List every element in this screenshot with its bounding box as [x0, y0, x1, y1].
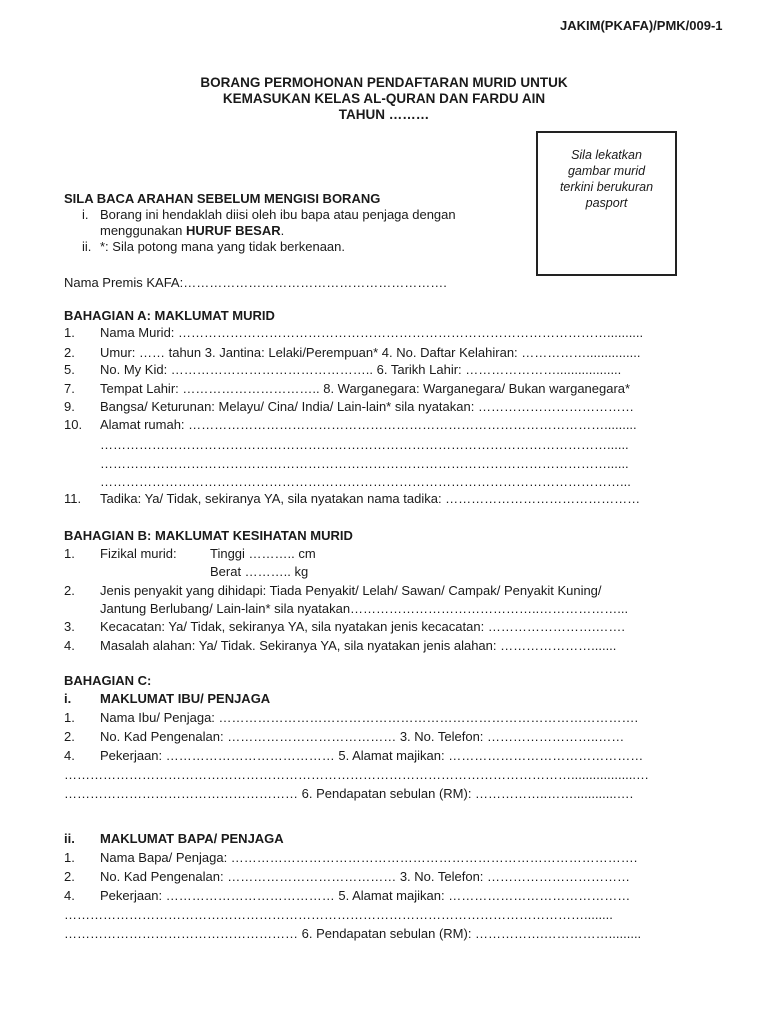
alamat-line-2[interactable]: ………………………………………………………………………………………………………......: [100, 437, 629, 452]
section-a-heading: BAHAGIAN A: MAKLUMAT MURID: [64, 308, 275, 323]
bapa-pendapatan-field[interactable]: ……………………………………………… 6. Pendapatan sebulan (RM): …………….…………….........: [64, 926, 642, 941]
row-num: 4.: [64, 638, 75, 653]
berat-field[interactable]: Berat ……….. kg: [210, 564, 309, 579]
instruction-i-text-pre: menggunakan: [100, 223, 187, 238]
umur-jantina-field[interactable]: Umur: …… tahun 3. Jantina: Lelaki/Perempuan* 4. No. Daftar Kelahiran: ……………...............: [100, 345, 641, 360]
alahan-field[interactable]: Masalah alahan: Ya/ Tidak. Sekiranya YA, sila nyatakan jenis alahan: ………………….......: [100, 638, 617, 653]
photo-box-text-3: terkini berukuran: [559, 180, 654, 194]
row-num: 11.: [64, 491, 82, 506]
tempat-lahir-field[interactable]: Tempat Lahir: ………………………….. 8. Warganegara: Warganegara/ Bukan warganegara*: [100, 381, 631, 396]
bapa-heading: MAKLUMAT BAPA/ PENJAGA: [100, 831, 284, 846]
alamat-rumah-field[interactable]: Alamat rumah: …………………………………………………………………………………….........: [100, 417, 637, 432]
bapa-majikan-line[interactable]: …………………………………………………………………………………………………………........: [64, 907, 613, 922]
ibu-majikan-line[interactable]: ………………………………………………………………………………………………………..................…: [64, 767, 650, 782]
nama-murid-field[interactable]: Nama Murid: ………………………………………………………………………………………..........: [100, 325, 644, 340]
row-num: 2.: [64, 869, 75, 884]
nama-bapa-field[interactable]: Nama Bapa/ Penjaga: ………………………………………………………………………………….: [100, 850, 638, 865]
row-num: 2.: [64, 583, 75, 598]
row-num: 1.: [64, 850, 75, 865]
row-num: 4.: [64, 748, 75, 763]
premis-field[interactable]: Nama Premis KAFA:…………………………………………………….: [64, 275, 447, 290]
row-num: 10.: [64, 417, 83, 432]
row-num: 1.: [64, 325, 75, 340]
alamat-line-3[interactable]: ………………………………………………………………………………………………………......: [100, 456, 629, 471]
ibu-pendapatan-field[interactable]: ……………………………………………… 6. Pendapatan sebulan (RM): ……………..……............….: [64, 786, 634, 801]
row-num: 1.: [64, 546, 75, 561]
fizikal-label: Fizikal murid:: [100, 546, 177, 561]
photo-box-text-4: pasport: [585, 196, 628, 210]
instructions-heading: SILA BACA ARAHAN SEBELUM MENGISI BORANG: [64, 191, 381, 206]
ibu-heading: MAKLUMAT IBU/ PENJAGA: [100, 691, 271, 706]
instruction-ii-text: *: Sila potong mana yang tidak berkenaan.: [100, 239, 346, 254]
section-b-heading: BAHAGIAN B: MAKLUMAT KESIHATAN MURID: [64, 528, 353, 543]
ibu-ic-phone-field[interactable]: No. Kad Pengenalan: ………………………………… 3. No. Telefon: ……………………..……: [100, 729, 625, 744]
bangsa-field[interactable]: Bangsa/ Keturunan: Melayu/ Cina/ India/ Lain-lain* sila nyatakan: ………………………………: [100, 399, 634, 414]
ibu-pekerjaan-field[interactable]: Pekerjaan: ………………………………… 5. Alamat majikan: ………………………………………: [100, 748, 644, 763]
nama-ibu-field[interactable]: Nama Ibu/ Penjaga: …………………………………………………………………………………….: [100, 710, 639, 725]
instruction-i-text-post: .: [280, 223, 285, 238]
instruction-ii-num: ii.: [82, 239, 92, 254]
row-num: 2.: [64, 345, 75, 360]
instruction-i-text: Borang ini hendaklah diisi oleh ibu bapa atau penjaga dengan: [100, 207, 456, 222]
ibu-num: i.: [64, 691, 72, 706]
row-num: 1.: [64, 710, 75, 725]
form-title-line-2: KEMASUKAN KELAS AL-QURAN DAN FARDU AIN: [222, 91, 546, 106]
tinggi-field[interactable]: Tinggi ……….. cm: [210, 546, 316, 561]
row-num: 3.: [64, 619, 75, 634]
photo-box[interactable]: [536, 131, 677, 276]
instruction-i-num: i.: [82, 207, 89, 222]
row-num: 7.: [64, 381, 75, 396]
row-num: 9.: [64, 399, 75, 414]
photo-box-text-1: Sila lekatkan: [571, 148, 642, 162]
bapa-ic-phone-field[interactable]: No. Kad Pengenalan: ………………………………… 3. No. Telefon: ……………………………: [100, 869, 631, 884]
penyakit-field-cont[interactable]: Jantung Berlubang/ Lain-lain* sila nyatakan……………………………………..………………...: [100, 601, 629, 616]
penyakit-field[interactable]: Jenis penyakit yang dihidapi: Tiada Penyakit/ Lelah/ Sawan/ Campak/ Penyakit Kuning/: [100, 583, 602, 598]
alamat-line-4[interactable]: …………………………………………………………………………………………………………...: [100, 474, 631, 489]
kecacatan-field[interactable]: Kecacatan: Ya/ Tidak, sekiranya YA, sila nyatakan jenis kecacatan: …………………….…….: [100, 619, 626, 634]
row-num: 4.: [64, 888, 75, 903]
photo-box-text-2: gambar murid: [567, 164, 646, 178]
form-title-line-3: TAHUN ………: [338, 107, 430, 122]
form-code: JAKIM(PKAFA)/PMK/009-1: [560, 18, 723, 33]
row-num: 2.: [64, 729, 75, 744]
instruction-huruf-besar: HURUF BESAR: [186, 223, 281, 238]
bapa-pekerjaan-field[interactable]: Pekerjaan: ………………………………… 5. Alamat majikan: ……………………………………: [100, 888, 631, 903]
mykid-field[interactable]: No. My Kid: ……………………………………….. 6. Tarikh Lahir: …………………..................: [100, 362, 622, 377]
section-c-heading: BAHAGIAN C:: [64, 673, 152, 688]
bapa-num: ii.: [64, 831, 75, 846]
row-num: 5.: [64, 362, 75, 377]
form-title-line-1: BORANG PERMOHONAN PENDAFTARAN MURID UNTUK: [200, 75, 568, 90]
instruction-i-text-cont: [100, 223, 284, 238]
tadika-field[interactable]: Tadika: Ya/ Tidak, sekiranya YA, sila nyatakan nama tadika: ………………………………………: [100, 491, 641, 506]
